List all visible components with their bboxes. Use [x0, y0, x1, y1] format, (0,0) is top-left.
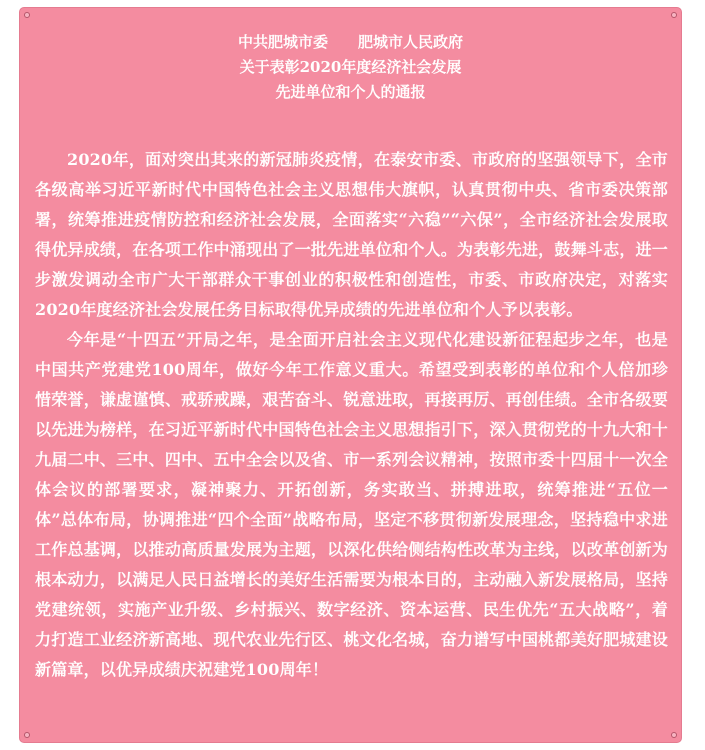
- title-issuers: 中共肥城市委 肥城市人民政府: [237, 33, 463, 51]
- corner-pin-icon: [24, 732, 30, 738]
- corner-pin-icon: [671, 732, 677, 738]
- paragraph-2: 今年是“十四五”开局之年，是全面开启社会主义现代化建设新征程起步之年，也是中国共产党建党100周年，做好今年工作意义重大。希望受到表彰的单位和个人倍加珍惜荣誉，谦虚谨慎、戒骄戒躁，艰苦奋斗、锐意进取，再接再厉、再创佳绩。全市各级要以先进为榜样，在习近平新时代中国特色社会主义思想指引下，深入贯彻党的十九大和十九届二中、三中、四中、五中全会以及省、市一系列会议精神，按照市委十四届十一次全体会议的部署要求，凝神聚力、开拓创新，务实敢当、拼搏进取，统筹推进“五位一体”总体布局，协调推进“四个全面”战略布局，坚定不移贯彻新发展理念，坚持稳中求进工作总基调，以推动高质量发展为主题，以深化供给侧结构性改革为主线，以改革创新为根本动力，以满足人民日益增长的美好生活需要为根本目的，主动融入新发展格局，坚持党建统领，实施产业升级、乡村振兴、数字经济、资本运营、民生优先“五大战略”，着力打造工业经济新高地、现代农业先行区、桃文化名城，奋力谱写中国桃都美好肥城建设新篇章，以优异成绩庆祝建党100周年！: [35, 330, 668, 679]
- notice-panel: [19, 7, 682, 743]
- corner-pin-icon: [671, 12, 677, 18]
- title-subject-cont: 先进单位和个人的通报: [275, 83, 426, 101]
- paragraph-1: 2020年，面对突出其来的新冠肺炎疫情，在泰安市委、市政府的坚强领导下，全市各级高举习近平新时代中国特色社会主义思想伟大旗帜，认真贯彻中央、省市委决策部署，统筹推进疫情防控和经济社会发展，全面落实“六稳”“六保”，全市经济社会发展取得优异成绩，在各项工作中涌现出了一批先进单位和个人。为表彰先进，鼓舞斗志，进一步激发调动全市广大干部群众干事创业的积极性和创造性，市委、市政府决定，对落实2020年度经济社会发展任务目标取得优异成绩的先进单位和个人予以表彰。: [35, 150, 668, 319]
- corner-pin-icon: [24, 12, 30, 18]
- notice-title: [20, 30, 681, 105]
- notice-body: [35, 145, 668, 685]
- title-subject: 关于表彰2020年度经济社会发展: [239, 58, 462, 76]
